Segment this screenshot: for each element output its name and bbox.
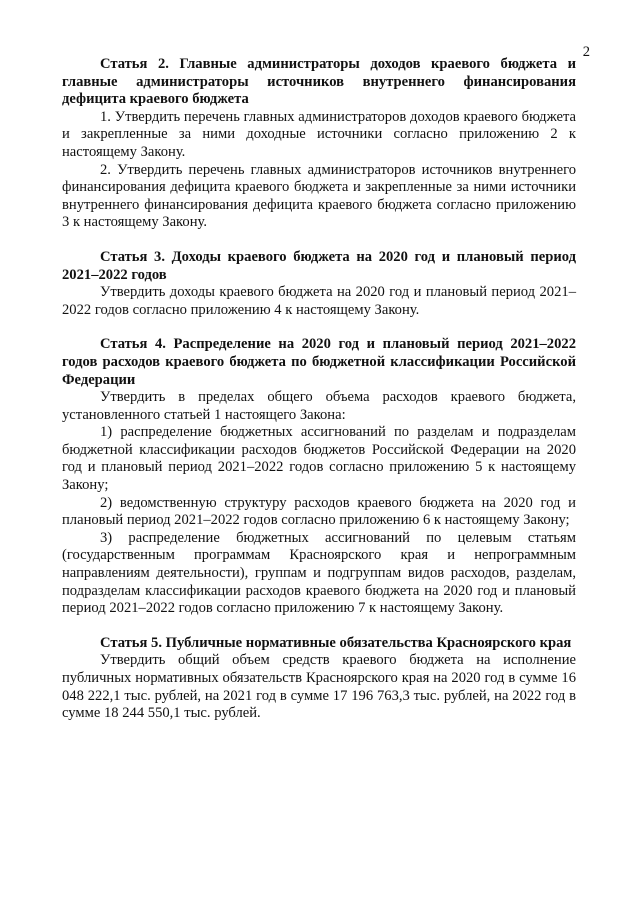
- page-number: 2: [582, 44, 590, 60]
- article-paragraph: 3) распределение бюджетных ассигнований по целевым статьям (государственным программам Красноярского края и непрограммным направлениям деятельности), группам и подгруппам видов расходов, разделам, подразделам классификации расходов краевого бюджета на 2020 год и плановый период 2021–2022 годов согласно приложению 7 к настоящему Закону.: [62, 529, 576, 617]
- document-page: [62, 40, 576, 723]
- article-paragraph: Утвердить доходы краевого бюджета на 2020 год и плановый период 2021–2022 годов согласно приложению 4 к настоящему Закону.: [62, 284, 576, 318]
- article-paragraph: Утвердить общий объем средств краевого бюджета на исполнение публичных нормативных обязательств Красноярского края на 2020 год в сумме 16 048 222,1 тыс. рублей, на 2021 год в сумме 17 196 763,3 тыс. рублей, на 2022 год в сумме 18 244 550,1 тыс. рублей.: [62, 652, 576, 722]
- article-paragraph: 1. Утвердить перечень главных администраторов доходов краевого бюджета и закрепленные за ними доходные источники согласно приложению 2 к настоящему Закону.: [62, 108, 576, 160]
- article-paragraph: 2. Утвердить перечень главных администраторов источников внутреннего финансирования дефицита краевого бюджета и закрепленные за ними источники внутреннего финансирования дефицита краевого бюджета согласно приложению 3 к настоящему Закону.: [62, 161, 576, 231]
- article-title: Статья 3. Доходы краевого бюджета на 2020 год и плановый период 2021–2022 годов: [62, 248, 576, 283]
- article-title: Статья 5. Публичные нормативные обязательства Красноярского края: [100, 634, 572, 651]
- article-paragraph: 1) распределение бюджетных ассигнований по разделам и подразделам бюджетной классификации расходов бюджетов Российской Федерации на 2020 год и плановый период 2021–2022 годов согласно приложению 5 к настоящему Закону;: [62, 424, 576, 494]
- article-4: [62, 336, 576, 618]
- article-3: [62, 249, 576, 319]
- article-title: Статья 2. Главные администраторы доходов краевого бюджета и главные администраторы источников внутреннего финансирования дефицита краевого бюджета: [62, 56, 576, 108]
- article-paragraph: Утвердить в пределах общего объема расходов краевого бюджета, установленного статьей 1 настоящего Закона:: [62, 389, 576, 423]
- article-5: [62, 635, 576, 723]
- article-title: Статья 4. Распределение на 2020 год и плановый период 2021–2022 годов расходов краевого бюджета по бюджетной классификации Российской Федерации: [62, 336, 576, 388]
- article-paragraph: 2) ведомственную структуру расходов краевого бюджета на 2020 год и плановый период 2021–2022 годов согласно приложению 6 к настоящему Закону;: [62, 494, 576, 529]
- article-2: [62, 56, 576, 232]
